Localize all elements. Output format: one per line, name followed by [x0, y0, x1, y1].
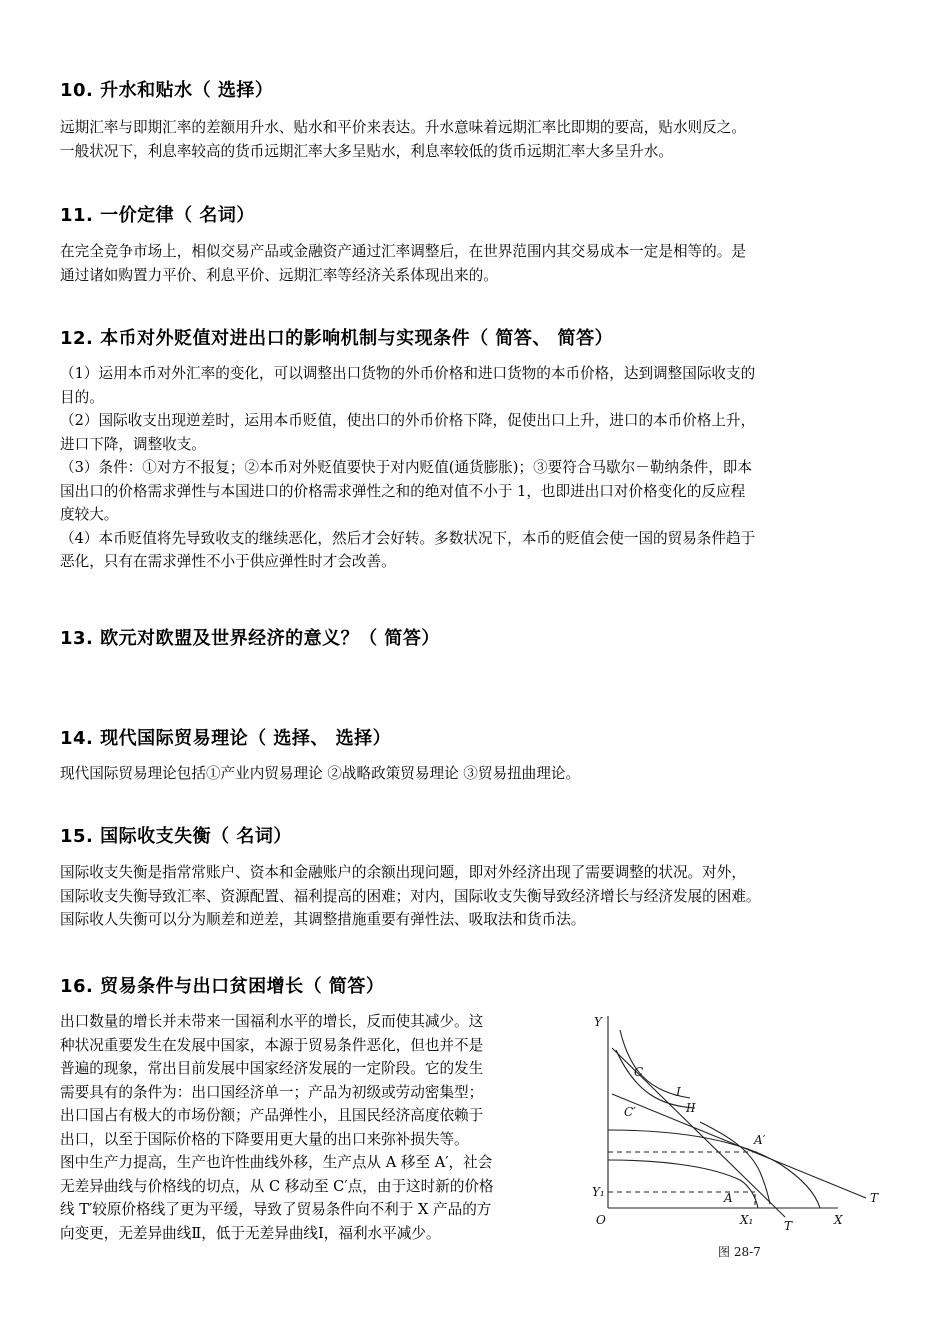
section-11-heading: 11. 一价定律（ 名词） — [60, 205, 255, 226]
economics-figure — [590, 1012, 890, 1262]
paragraph-line: （2）国际收支出现逆差时，运用本币贬值，使出口的外币价格下降，促使出口上升，进口的本币价格上升， — [60, 412, 756, 429]
paragraph-line: 种状况重要发生在发展中国家，本源于贸易条件恶化，但也并不是 — [60, 1036, 484, 1054]
paragraph-line: 国际收支失衡导致汇率、资源配置、福利提高的困难；对内，国际收支失衡导致经济增长与经济发展的困难。 — [60, 887, 761, 905]
section-12-body — [60, 362, 910, 574]
paragraph-line: 出口数量的增长并未带来一国福利水平的增长，反而使其减少。这 — [60, 1013, 484, 1030]
paragraph-line: 图中生产力提高，生产也许性曲线外移，生产点从 A 移至 A′，社会 — [60, 1154, 493, 1171]
paragraph-line: 国际收支失衡是指常常账户、资本和金融账户的余额出现问题，即对外经济出现了需要调整的状况。对外， — [60, 864, 746, 881]
paragraph-line: 在完全竞争市场上，相似交易产品或金融资产通过汇率调整后，在世界范围内其交易成本一定是相等的。是 — [60, 243, 746, 260]
paragraph-line: （4）本币贬值将先导致收支的继续恶化，然后才会好转。多数状况下，本币的贬值会使一国的贸易条件趋于 — [60, 529, 756, 547]
paragraph-line: 出口，以至于国际价格的下降要用更大量的出口来弥补损失等。 — [60, 1130, 469, 1148]
y1-label: Y₁ — [592, 1185, 605, 1199]
paragraph-line: （3）条件：①对方不报复；②本币对外贬值要快于对内贬值(通货膨胀)；③要符合马歇尔－勒纳条件，即本 — [60, 459, 752, 476]
section-14-body — [60, 762, 910, 786]
label-indifference-II: II — [686, 1101, 696, 1115]
paragraph-line: 普遍的现象，常出目前发展中国家经济发展的一定阶段。它的发生 — [60, 1060, 484, 1077]
indifference-curve-II — [616, 1050, 695, 1108]
paragraph-line: 度较大。 — [60, 506, 119, 523]
paragraph-line: 恶化，只有在需求弹性不小于供应弹性时才会改善。 — [60, 553, 396, 570]
axis-x-label: X — [834, 1213, 843, 1227]
paragraph-line: 一般状况下，利息率较高的货币远期汇率大多呈贴水，利息率较低的货币远期汇率大多呈升水。 — [60, 142, 673, 160]
paragraph-line: 向变更，无差异曲线Ⅱ，低于无差异曲线Ⅰ，福利水平减少。 — [60, 1224, 441, 1242]
paragraph-line: 出口国占有极大的市场份额；产品弹性小，且国民经济高度依赖于 — [60, 1107, 484, 1124]
section-10-heading: 10. 升水和贴水（ 选择） — [60, 80, 274, 101]
origin-label: O — [596, 1213, 606, 1227]
ppf-outer-curve — [608, 1130, 820, 1208]
label-c: C — [634, 1065, 644, 1079]
paragraph-line: 远期汇率与即期汇率的差额用升水、贴水和平价来表达。升水意味着远期汇率比即期的要高，贴水则反之。 — [60, 119, 746, 136]
paragraph-line: 线 T′较原价格线了更为平缓，导致了贸易条件向不利于 X 产品的方 — [60, 1201, 492, 1218]
section-16-heading: 16. 贸易条件与出口贫困增长（ 简答） — [60, 976, 385, 997]
x1-label: X₁ — [740, 1213, 754, 1227]
section-16-body — [60, 1010, 580, 1245]
section-11-body — [60, 240, 910, 287]
ppf-inner-curve — [608, 1160, 758, 1208]
paragraph-line: 目的。 — [60, 388, 104, 406]
label-indifference-I: I — [676, 1085, 681, 1099]
label-t: T — [870, 1191, 879, 1205]
section-15-body — [60, 861, 910, 932]
paragraph-line: （1）运用本币对外汇率的变化，可以调整出口货物的外币价格和进口货物的本币价格，达到调整国际收支的 — [60, 365, 756, 382]
section-10-body — [60, 116, 910, 163]
section-12-heading: 12. 本币对外贬值对进出口的影响机制与实现条件（ 简答、 简答） — [60, 328, 614, 349]
section-15-heading: 15. 国际收支失衡（ 名词） — [60, 826, 292, 847]
section-13-heading: 13. 欧元对欧盟及世界经济的意义？（ 简答） — [60, 628, 440, 649]
axis-y-label: Y — [594, 1015, 602, 1029]
label-a: A — [724, 1191, 733, 1205]
paragraph-line: 无差异曲线与价格线的切点，从 C 移动至 C′点，由于这时新的价格 — [60, 1177, 494, 1195]
paragraph-line: 需要具有的条件为：出口国经济单一；产品为初级或劳动密集型； — [60, 1083, 484, 1101]
figure-caption: 图 28-7 — [718, 1245, 761, 1259]
paragraph-line: 进口下降，调整收支。 — [60, 435, 206, 453]
paragraph-line: 现代国际贸易理论包括①产业内贸易理论 ②战略政策贸易理论 ③贸易扭曲理论。 — [60, 765, 581, 782]
section-14-heading: 14. 现代国际贸易理论（ 选择、 选择） — [60, 728, 392, 749]
paragraph-line: 国际收人失衡可以分为顺差和逆差，其调整措施重要有弹性法、吸取法和货币法。 — [60, 911, 586, 928]
label-a-prime: A′ — [754, 1133, 766, 1147]
label-c-prime: C′ — [624, 1105, 636, 1119]
paragraph-line: 国出口的价格需求弹性与本国进口的价格需求弹性之和的绝对值不小于 1，也即进出口对价格变化的反应程 — [60, 482, 746, 500]
label-t-prime: T — [784, 1219, 793, 1233]
paragraph-line: 通过诸如购置力平价、利息平价、远期汇率等经济关系体现出来的。 — [60, 266, 498, 284]
